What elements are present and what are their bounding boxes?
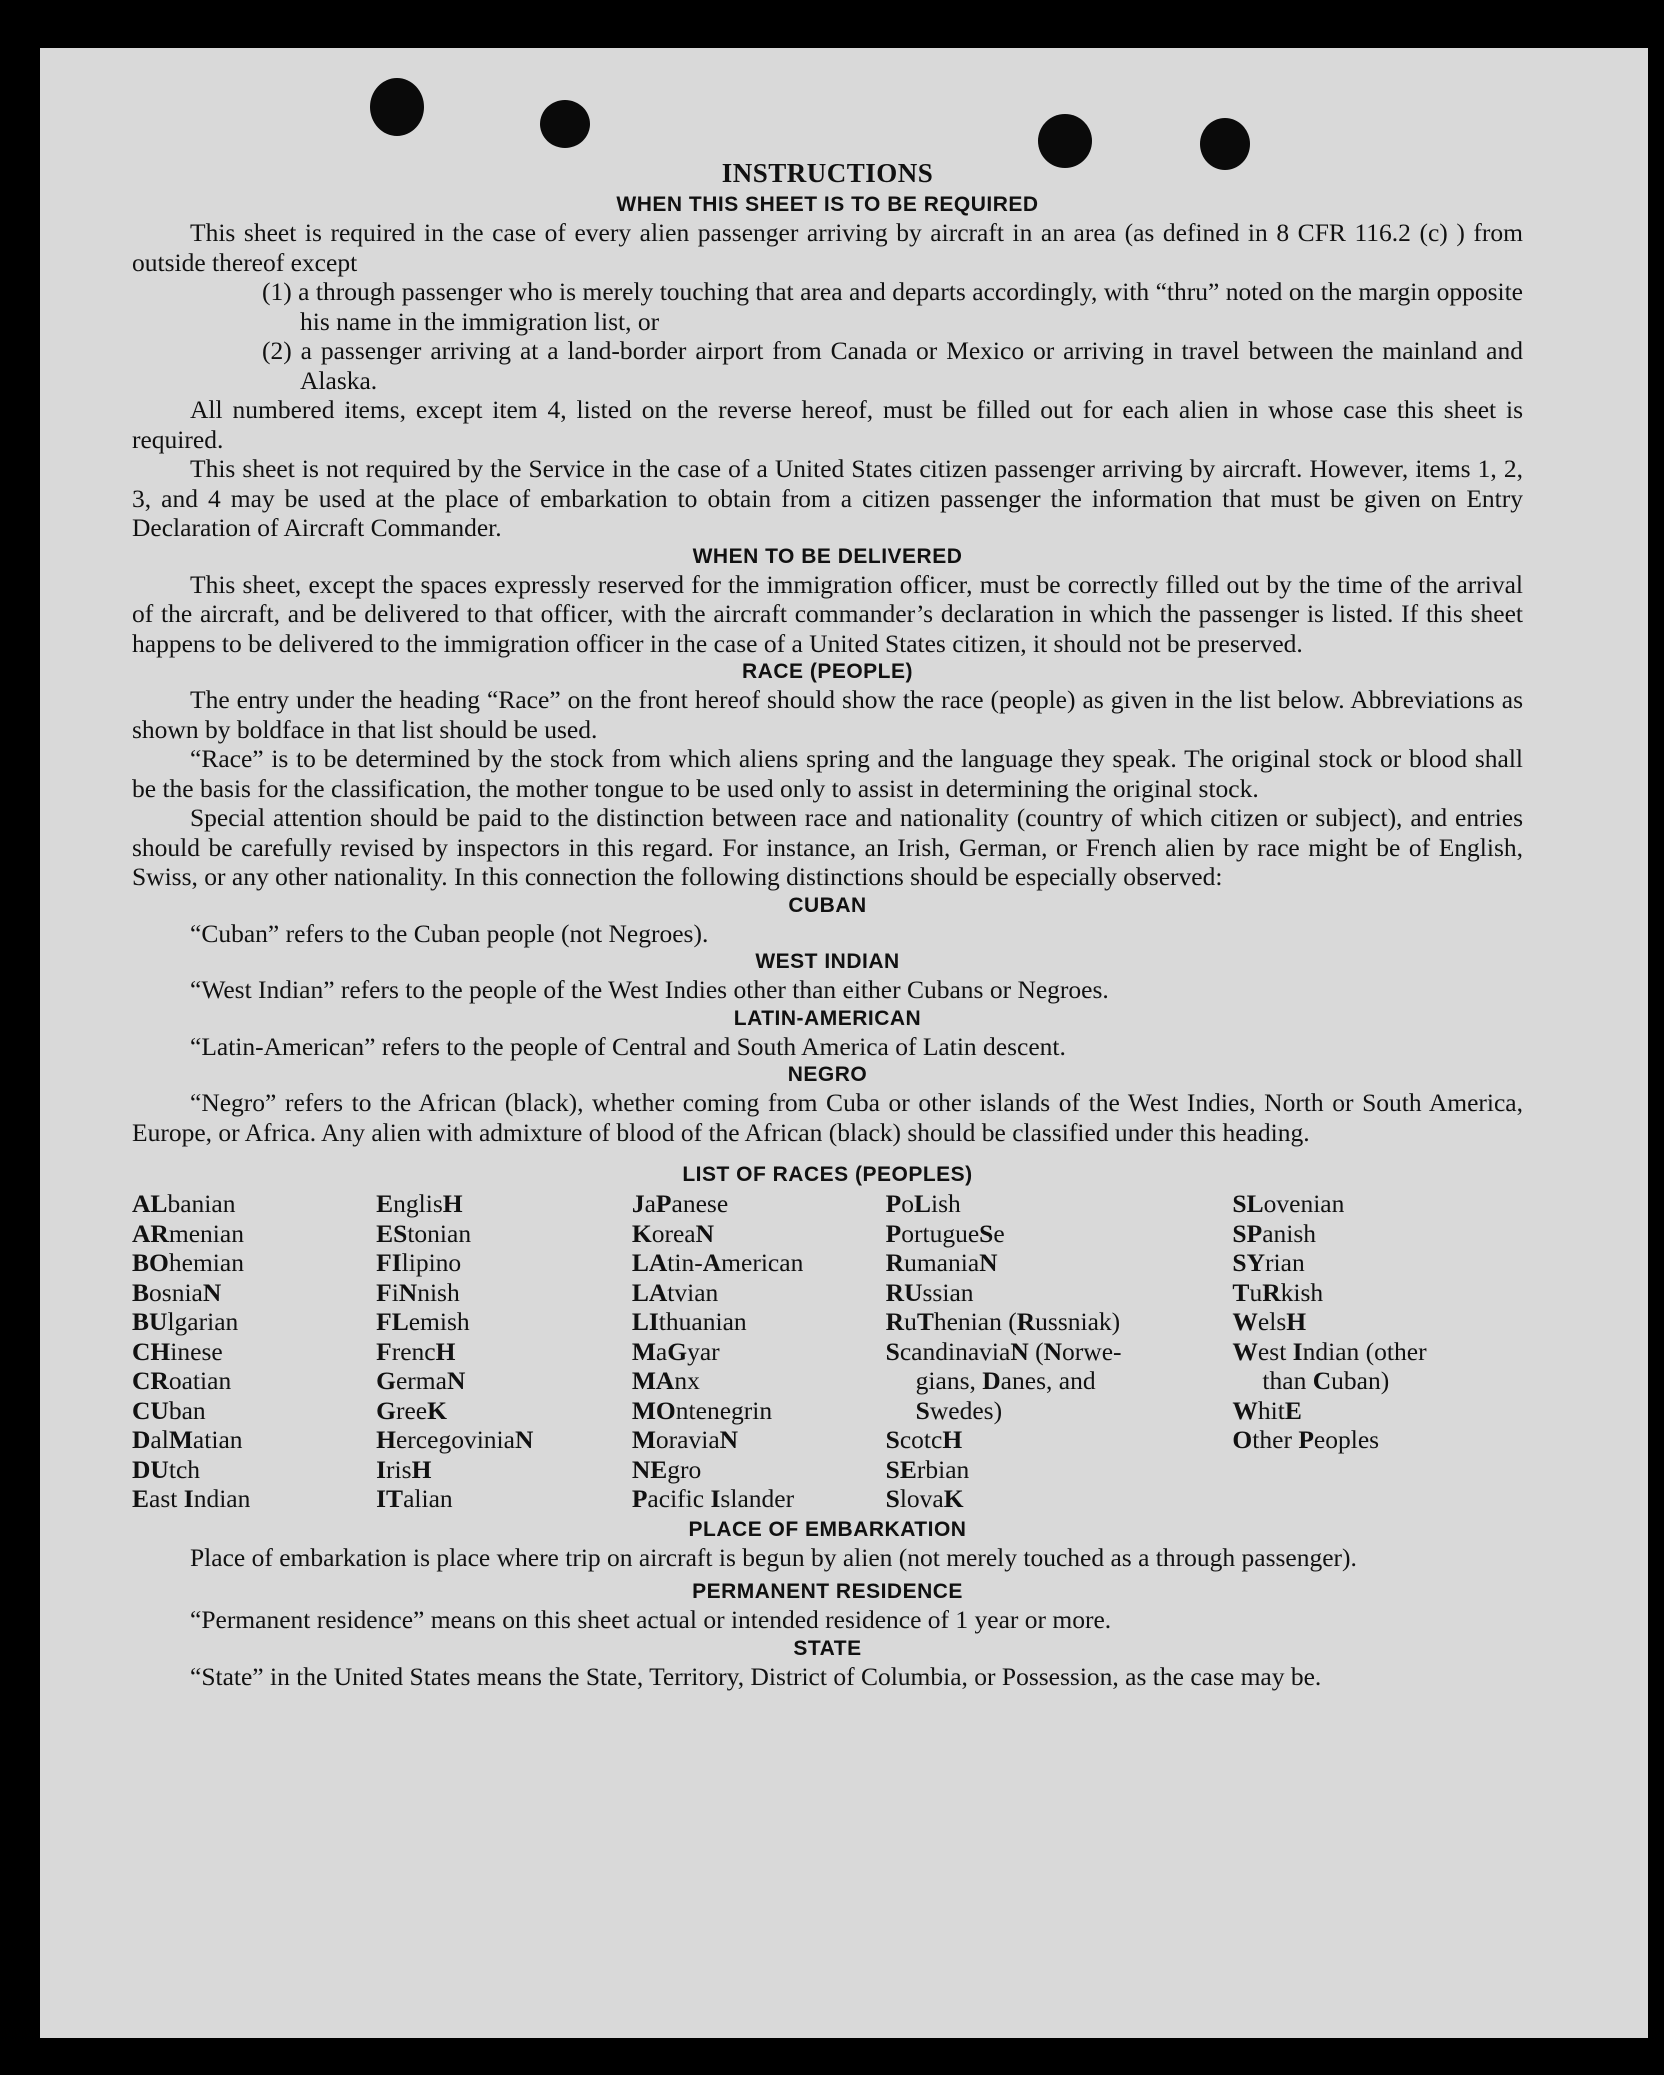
- when-required-item-2: (2) a passenger arriving at a land-border airport from Canada or Mexico or arriving in travel between the mainland and Alaska.: [262, 336, 1523, 395]
- section-heading-when-delivered: WHEN TO BE DELIVERED: [692, 544, 963, 568]
- race-list-item: gians, Danes, and: [915, 1366, 1096, 1395]
- race-list-item: WelsH: [1232, 1307, 1307, 1336]
- race-list-item: GermaN: [376, 1366, 466, 1395]
- race-list-item: MaGyar: [631, 1336, 720, 1366]
- race-list-item: LIthuanian: [631, 1307, 747, 1336]
- race-list-item: LAtin-American: [631, 1248, 804, 1277]
- race-list-column: [632, 1189, 886, 1514]
- race-list-item: KoreaN: [631, 1218, 715, 1248]
- section-heading-embarkation: PLACE OF EMBARKATION: [688, 1517, 967, 1541]
- race-list-item: RuThenian (Russniak): [885, 1307, 1121, 1336]
- race-list-item: PoLish: [885, 1189, 961, 1218]
- when-required-intro: This sheet is required in the case of every alien passenger arriving by aircraft in an area (as defined in 8 CFR 116.2 (c) ) from outside thereof except: [132, 218, 1523, 277]
- race-list-item: FIlipino: [376, 1248, 462, 1277]
- race-list-item: GreeK: [376, 1395, 447, 1425]
- race-list-item: HercegoviniaN: [376, 1425, 534, 1454]
- punch-hole: [1200, 118, 1250, 170]
- section-heading-negro: NEGRO: [787, 1063, 868, 1086]
- punch-hole: [370, 78, 424, 136]
- race-list-item: JaPanese: [631, 1189, 729, 1218]
- race-list-item: BosniaN: [132, 1277, 222, 1307]
- race-list-item: LAtvian: [631, 1277, 719, 1307]
- cuban-text: “Cuban” refers to the Cuban people (not Negroes).: [190, 918, 709, 948]
- embarkation-text: Place of embarkation is place where trip on aircraft is begun by alien (not merely touched as a through passenger).: [190, 1542, 1357, 1572]
- race-list-item: RumaniaN: [885, 1248, 998, 1277]
- section-heading-residence: PERMANENT RESIDENCE: [692, 1580, 963, 1603]
- race-list-item: SlovaK: [885, 1484, 964, 1513]
- race-list-item: than Cuban): [1262, 1366, 1390, 1395]
- race-list-item: SErbian: [885, 1454, 970, 1484]
- when-required-para-3: This sheet is not required by the Service in the case of a United States citizen passenger arriving by aircraft. However, items 1, 2, 3, and 4 may be used at the place of embarkation to obtain from a citizen passenger the information that must be given on Entry Declaration of Aircraft Commander.: [132, 454, 1523, 542]
- punch-hole: [1038, 114, 1092, 168]
- race-list-item: FiNnish: [376, 1277, 460, 1307]
- race-list-column: [132, 1189, 376, 1514]
- race-list-item: ScandinaviaN (Norwe-: [885, 1336, 1122, 1366]
- race-list-item: TuRkish: [1232, 1277, 1324, 1307]
- race-list-item: ScotcH: [885, 1425, 963, 1454]
- when-delivered-text: This sheet, except the spaces expressly reserved for the immigration officer, must be correctly filled out by the time of the arrival of the aircraft, and be delivered to that officer, with the aircraft commander’s declaration in which the passenger is listed. If this sheet happens to be delivered to the immigration officer in the case of a United States citizen, it should not be preserved.: [132, 569, 1523, 658]
- race-list-column: [1232, 1189, 1523, 1514]
- race-list-item: SYrian: [1232, 1248, 1305, 1277]
- race-list-item: CUban: [132, 1395, 206, 1425]
- race-list-item: MoraviaN: [631, 1425, 739, 1454]
- race-list-item: NEgro: [631, 1454, 702, 1484]
- section-heading-when-required: WHEN THIS SHEET IS TO BE REQUIRED: [616, 193, 1039, 216]
- race-list-item: EStonian: [376, 1218, 472, 1248]
- race-list-item: BOhemian: [132, 1248, 244, 1277]
- section-heading-cuban: CUBAN: [788, 893, 867, 917]
- race-list-item: BUlgarian: [132, 1307, 239, 1336]
- race-para-2: “Race” is to be determined by the stock from which aliens spring and the language they speak. The original stock or blood shall be the basis for the classification, the mother tongue to be used only to assist in determining the original stock.: [132, 744, 1523, 803]
- negro-text: “Negro” refers to the African (black), whether coming from Cuba or other islands of the West Indies, North or South America, Europe, or Africa. Any alien with admixture of blood of the African (black) should be classified under this heading.: [132, 1088, 1523, 1147]
- when-required-item-1: (1) a through passenger who is merely touching that area and departs accordingly, with “thru” noted on the margin opposite his name in the immigration list, or: [262, 277, 1523, 336]
- race-list-item: Swedes): [915, 1395, 1003, 1425]
- section-heading-race: RACE (PEOPLE): [741, 660, 913, 683]
- state-text: “State” in the United States means the State, Territory, District of Columbia, or Possession, as the case may be.: [190, 1661, 1322, 1691]
- section-heading-west-indian: WEST INDIAN: [755, 950, 900, 973]
- race-list-item: FrencH: [376, 1336, 456, 1366]
- race-list-item: ITalian: [376, 1484, 453, 1513]
- race-list-item: CHinese: [132, 1336, 223, 1366]
- race-list: [132, 1189, 1523, 1514]
- punch-hole: [540, 100, 590, 148]
- race-list-item: WhitE: [1232, 1395, 1302, 1425]
- race-list-item: Pacific Islander: [631, 1484, 795, 1513]
- section-heading-latin-american: LATIN-AMERICAN: [733, 1006, 922, 1030]
- when-required-para-2: All numbered items, except item 4, listed on the reverse hereof, must be filled out for each alien in whose case this sheet is required.: [132, 395, 1523, 454]
- race-list-item: CRoatian: [132, 1366, 232, 1395]
- race-list-item: SLovenian: [1232, 1189, 1345, 1218]
- race-list-item: West Indian (other: [1232, 1336, 1427, 1366]
- race-list-item: MOntenegrin: [631, 1395, 773, 1425]
- race-list-column: [886, 1189, 1233, 1514]
- document-sheet: [40, 48, 1648, 2038]
- race-list-item: ARmenian: [132, 1218, 244, 1248]
- residence-text: “Permanent residence” means on this sheet actual or intended residence of 1 year or more.: [190, 1605, 1112, 1634]
- race-list-item: EnglisH: [376, 1189, 463, 1218]
- section-heading-list-of-races: LIST OF RACES (PEOPLES): [682, 1163, 973, 1186]
- race-para-1: The entry under the heading “Race” on the front hereof should show the race (people) as given in the list below. Abbreviations as shown by boldface in that list should be used.: [132, 685, 1523, 744]
- race-list-item: East Indian: [132, 1484, 251, 1513]
- latin-american-text: “Latin-American” refers to the people of Central and South America of Latin descent.: [190, 1031, 1066, 1061]
- race-list-item: IrisH: [376, 1454, 432, 1484]
- race-para-3: Special attention should be paid to the distinction between race and nationality (country of which citizen or subject), and entries should be carefully revised by inspectors in this regard. For instance, an Irish, German, or French alien by race might be of English, Swiss, or any other nationality. In this connection the following distinctions should be especially observed:: [132, 803, 1523, 891]
- section-heading-state: STATE: [793, 1636, 862, 1660]
- race-list-item: PortugueSe: [885, 1218, 1005, 1248]
- race-list-item: MAnx: [631, 1366, 700, 1395]
- race-list-item: RUssian: [885, 1277, 974, 1307]
- race-list-item: SPanish: [1232, 1218, 1317, 1248]
- page-title: INSTRUCTIONS: [721, 158, 934, 188]
- race-list-item: DUtch: [132, 1454, 201, 1484]
- race-list-item: Other Peoples: [1232, 1425, 1380, 1454]
- race-list-item: DalMatian: [132, 1425, 243, 1454]
- west-indian-text: “West Indian” refers to the people of the West Indies other than either Cubans or Negroes.: [190, 975, 1109, 1004]
- race-list-item: FLemish: [376, 1307, 470, 1336]
- race-list-column: [376, 1189, 632, 1514]
- race-list-item: ALbanian: [132, 1189, 236, 1218]
